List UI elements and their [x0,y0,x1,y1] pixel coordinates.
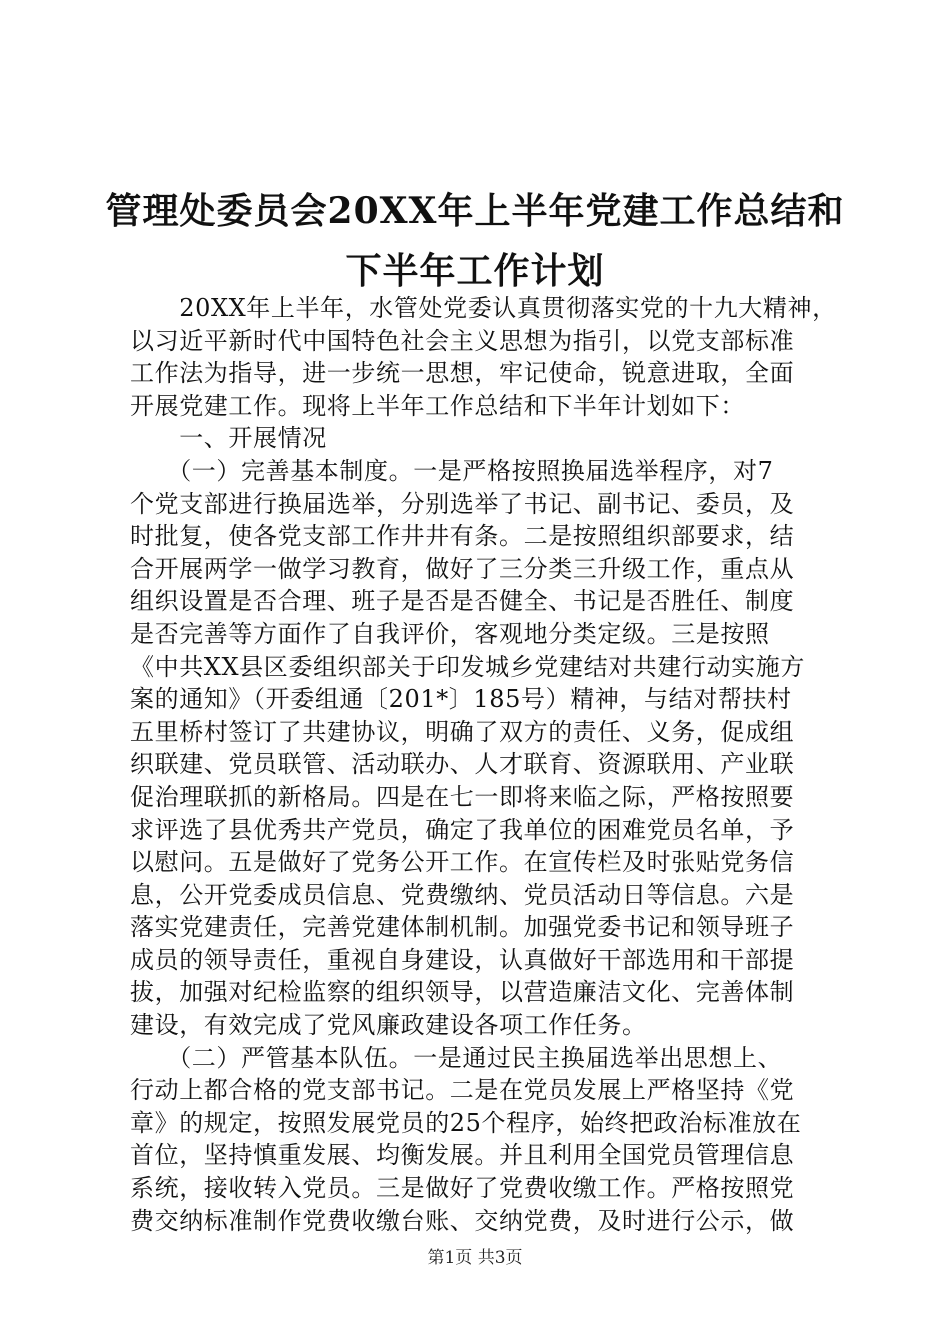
body-line: 求评选了县优秀共产党员，确定了我单位的困难党员名单，予 [130,815,795,844]
body-line: 20XX年上半年，水管处党委认真贯彻落实党的十九大精神， [130,294,837,322]
body-line: 个党支部进行换届选举，分别选举了书记、副书记、委员，及 [130,489,795,518]
body-line: 促治理联抓的新格局。四是在七一即将来临之际，严格按照要 [130,782,795,811]
body-line: 开展党建工作。现将上半年工作总结和下半年计划如下： [130,391,745,420]
body-line: 《中共XX县区委组织部关于印发城乡党建结对共建行动实施方 [130,652,805,681]
body-line: 拔，加强对纪检监察的组织领导，以营造廉洁文化、完善体制 [130,978,795,1007]
body-line: （二）严管基本队伍。一是通过民主换届选举出思想上、 [130,1043,783,1072]
section-heading: 一、开展情况 [130,424,327,453]
document-title-line-2: 下半年工作计划 [345,250,605,292]
page-footer: 第1页 共3页 [427,1248,523,1268]
body-line: 时批复，使各党支部工作井井有条。二是按照组织部要求，结 [130,522,795,551]
body-line: 以习近平新时代中国特色社会主义思想为指引，以党支部标准 [130,326,795,355]
document-title-line-1: 管理处委员会20XX年上半年党建工作总结和 [105,190,845,232]
body-line: 落实党建责任，完善党建体制机制。加强党委书记和领导班子 [130,913,795,942]
body-line: 首位，坚持慎重发展、均衡发展。并且利用全国党员管理信息 [130,1141,795,1170]
body-line: 五里桥村签订了共建协议，明确了双方的责任、义务，促成组 [130,717,795,746]
body-line: （一）完善基本制度。一是严格按照换届选举程序，对7 [130,456,774,485]
body-line: 费交纳标准制作党费收缴台账、交纳党费，及时进行公示，做 [130,1206,795,1235]
body-line: 工作法为指导，进一步统一思想，牢记使命，锐意进取，全面 [130,359,795,388]
body-line: 章》的规定，按照发展党员的25个程序，始终把政治标准放在 [130,1108,802,1137]
body-line: 以慰问。五是做好了党务公开工作。在宣传栏及时张贴党务信 [130,848,795,877]
body-line: 成员的领导责任，重视自身建设，认真做好干部选用和干部提 [130,945,795,974]
body-line: 案的通知》（开委组通〔201*〕185号）精神，与结对帮扶村 [130,685,792,714]
body-line: 系统，接收转入党员。三是做好了党费收缴工作。严格按照党 [130,1174,795,1203]
body-line: 息，公开党委成员信息、党费缴纳、党员活动日等信息。六是 [130,880,795,909]
body-line: 行动上都合格的党支部书记。二是在党员发展上严格坚持《党 [130,1076,795,1105]
document-body [130,292,837,1237]
body-line: 是否完善等方面作了自我评价，客观地分类定级。三是按照 [130,619,770,648]
body-line: 组织设置是否合理、班子是否是否健全、书记是否胜任、制度 [130,587,795,616]
body-line: 建设，有效完成了党风廉政建设各项工作任务。 [130,1011,647,1040]
body-line: 合开展两学一做学习教育，做好了三分类三升级工作，重点从 [130,554,795,583]
body-line: 织联建、党员联管、活动联办、人才联育、资源联用、产业联 [130,750,795,779]
